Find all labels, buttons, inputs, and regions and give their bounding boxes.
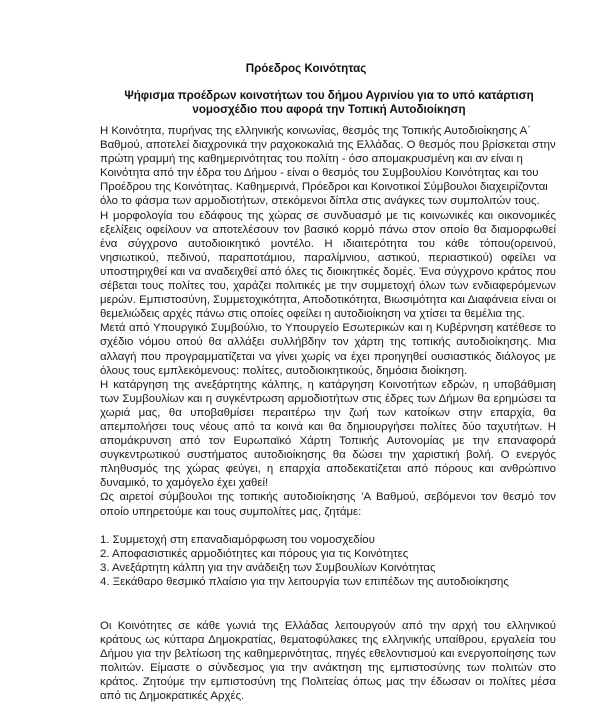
demand-intro-paragraph: Ως αιρετοί σύμβουλοι της τοπικής αυτοδιοίκησης ’Α Βαθμού, σεβόμενοι τον θεσμό τον οποίο υπηρετούμε και τους συμπολίτες μας, ζητάμε: (100, 491, 556, 518)
spacer (100, 589, 556, 605)
abolition-paragraph: Η κατάργηση της ανεξάρτητης κάλπης, η κατάργηση Κοινοτήτων εδρών, η υποβάθμιση των Συμβουλίων και η συγκέντρωση αρμοδιοτήτων στις έδρες των Δήμων θα ερημώσει τα χωριά μας, θα υποβαθμίσει περαιτέρω την ζωή των κατοίκων στην επαρχία, θα απεμπολήσει τους νέους από τα κοινά και θα δημιουργήσει πολίτες δύο ταχυτήτων. Η απομάκρυνση από τον Ευρωπαϊκό Χάρτη Τοπικής Αυτονομίας με την επαναφορά συγκεντρωτικού συστήματος αυτοδιοίκησης θα δώσει την χαριστική βολή. Ο ενεργός πληθυσμός της χώρας φεύγει, η επαρχία αποδεκατίζεται από πόρους και ανθρώπινο δυναμικό, το χαμόγελο έχει χαθεί! (100, 378, 556, 490)
presenter-heading: Πρόεδρος Κοινότητας (245, 62, 367, 75)
document-body (100, 124, 556, 704)
request-item: 1. Συμμετοχή στη επαναδιαμόρφωση του νομοσχεδίου (100, 533, 375, 546)
spacer (100, 605, 556, 619)
request-item: 2. Αποφασιστικές αρμοδιότητες και πόρους για τις Κοινότητες (100, 547, 409, 560)
closing-paragraph: Οι Κοινότητες σε κάθε γωνιά της Ελλάδας λειτουργούν από την αρχή του ελληνικού κράτους ως κύτταρα Δημοκρατίας, θεματοφύλακες της ελληνικής υπαίθρου, εργαλεία του Δήμου για την βελτίωση της καθημερινότητας, πηγές εθελοντισμού και ενεργοποίησης των πολιτών. Είμαστε ο σύνδεσμος για την ανάκτηση της εμπιστοσύνης των πολιτών στο κράτος. Ζητούμε την εμπιστοσύνη της Πολιτείας όπως μας την έδωσαν οι πολίτες μέσα από τις Δημοκρατικές Αρχές. (100, 620, 556, 703)
requests-list (100, 533, 556, 589)
morphology-paragraph: Η μορφολογία του εδάφους της χώρας σε συνδυασμό με τις κοινωνικές και οικονομικές εξελίξεις οφείλουν να αποτελέσουν τον βασικό κορμό πάνω στον οποίο θα διαμορφωθεί ένα σύγχρονο αυτοδιοικητικό μοντέλο. Η ιδιαιτερότητα του κάθε τόπου(ορεινού, νησιωτικού, πεδινού, παραποτάμιου, παραλίμνιου, αστικού, περιαστικού) οφείλει να υποστηριχθεί και να αναδειχθεί από όλες τις διοικητικές δομές. Ένα σύγχρονο κράτος που σέβεται τους πολίτες του, χαράζει πολιτικές με την συμμετοχή όλων των ενδιαφερόμενων μερών. Εμπιστοσύνη, Συμμετοχικότητα, Αποδοτικότητα, Βιωσιμότητα και Διαφάνεια είναι οι θεμελιώδεις αρχές πάνω στις οποίες οφείλει η αυτοδιοίκηση να χτίσει τα θεμέλια της. (100, 209, 556, 321)
bill-paragraph: Μετά από Υπουργικό Συμβούλιο, το Υπουργείο Εσωτερικών και η Κυβέρνηση κατέθεσε το σχέδιο νόμου οπού θα αλλάξει συλλήβδην τον χάρτη της τοπικής αυτοδιοίκησης. Μια αλλαγή που προγραμματίζεται να γίνει χωρίς να έχει προηγηθεί ουσιαστικός διάλογος με όλους τους εμπλεκόμενους: πολίτες, αυτοδιοικητικούς, δημόσια διοίκηση. (100, 322, 556, 377)
request-item: 3. Ανεξάρτητη κάλπη για την ανάδειξη των Συμβουλίων Κοινότητας (100, 561, 436, 574)
document-title: Ψήφισμα προέδρων κοινοτήτων του δήμου Αγρινίου για το υπό κατάρτιση νομοσχέδιο που αφορά την Τοπική Αυτοδιοίκηση (124, 89, 534, 116)
intro-paragraph: Η Κοινότητα, πυρήνας της ελληνικής κοινωνίας, θεσμός της Τοπικής Αυτοδιοίκησης Α΄ Βαθμού, αποτελεί διαχρονικά την ραχοκοκαλιά της Ελλάδας. Ο θεσμός που βρίσκεται στην πρώτη γραμμή της καθημερινότητας του πολίτη - όσο απομακρυσμένη και αν είναι η Κοινότητα από την έδρα του Δήμου - είναι ο θεσμός του Συμβουλίου Κοινότητας και του Προέδρου της Κοινότητας. Καθημερινά, Πρόεδροι και Κοινοτικοί Σύμβουλοι διαχειρίζονται όλο το φάσμα των αρμοδιοτήτων, στεκόμενοι δίπλα στις ανάγκες των συμπολιτών τους. (100, 125, 556, 208)
request-item: 4. Ξεκάθαρο θεσμικό πλαίσιο για την λειτουργία των επιπέδων της αυτοδιοίκησης (100, 575, 509, 588)
